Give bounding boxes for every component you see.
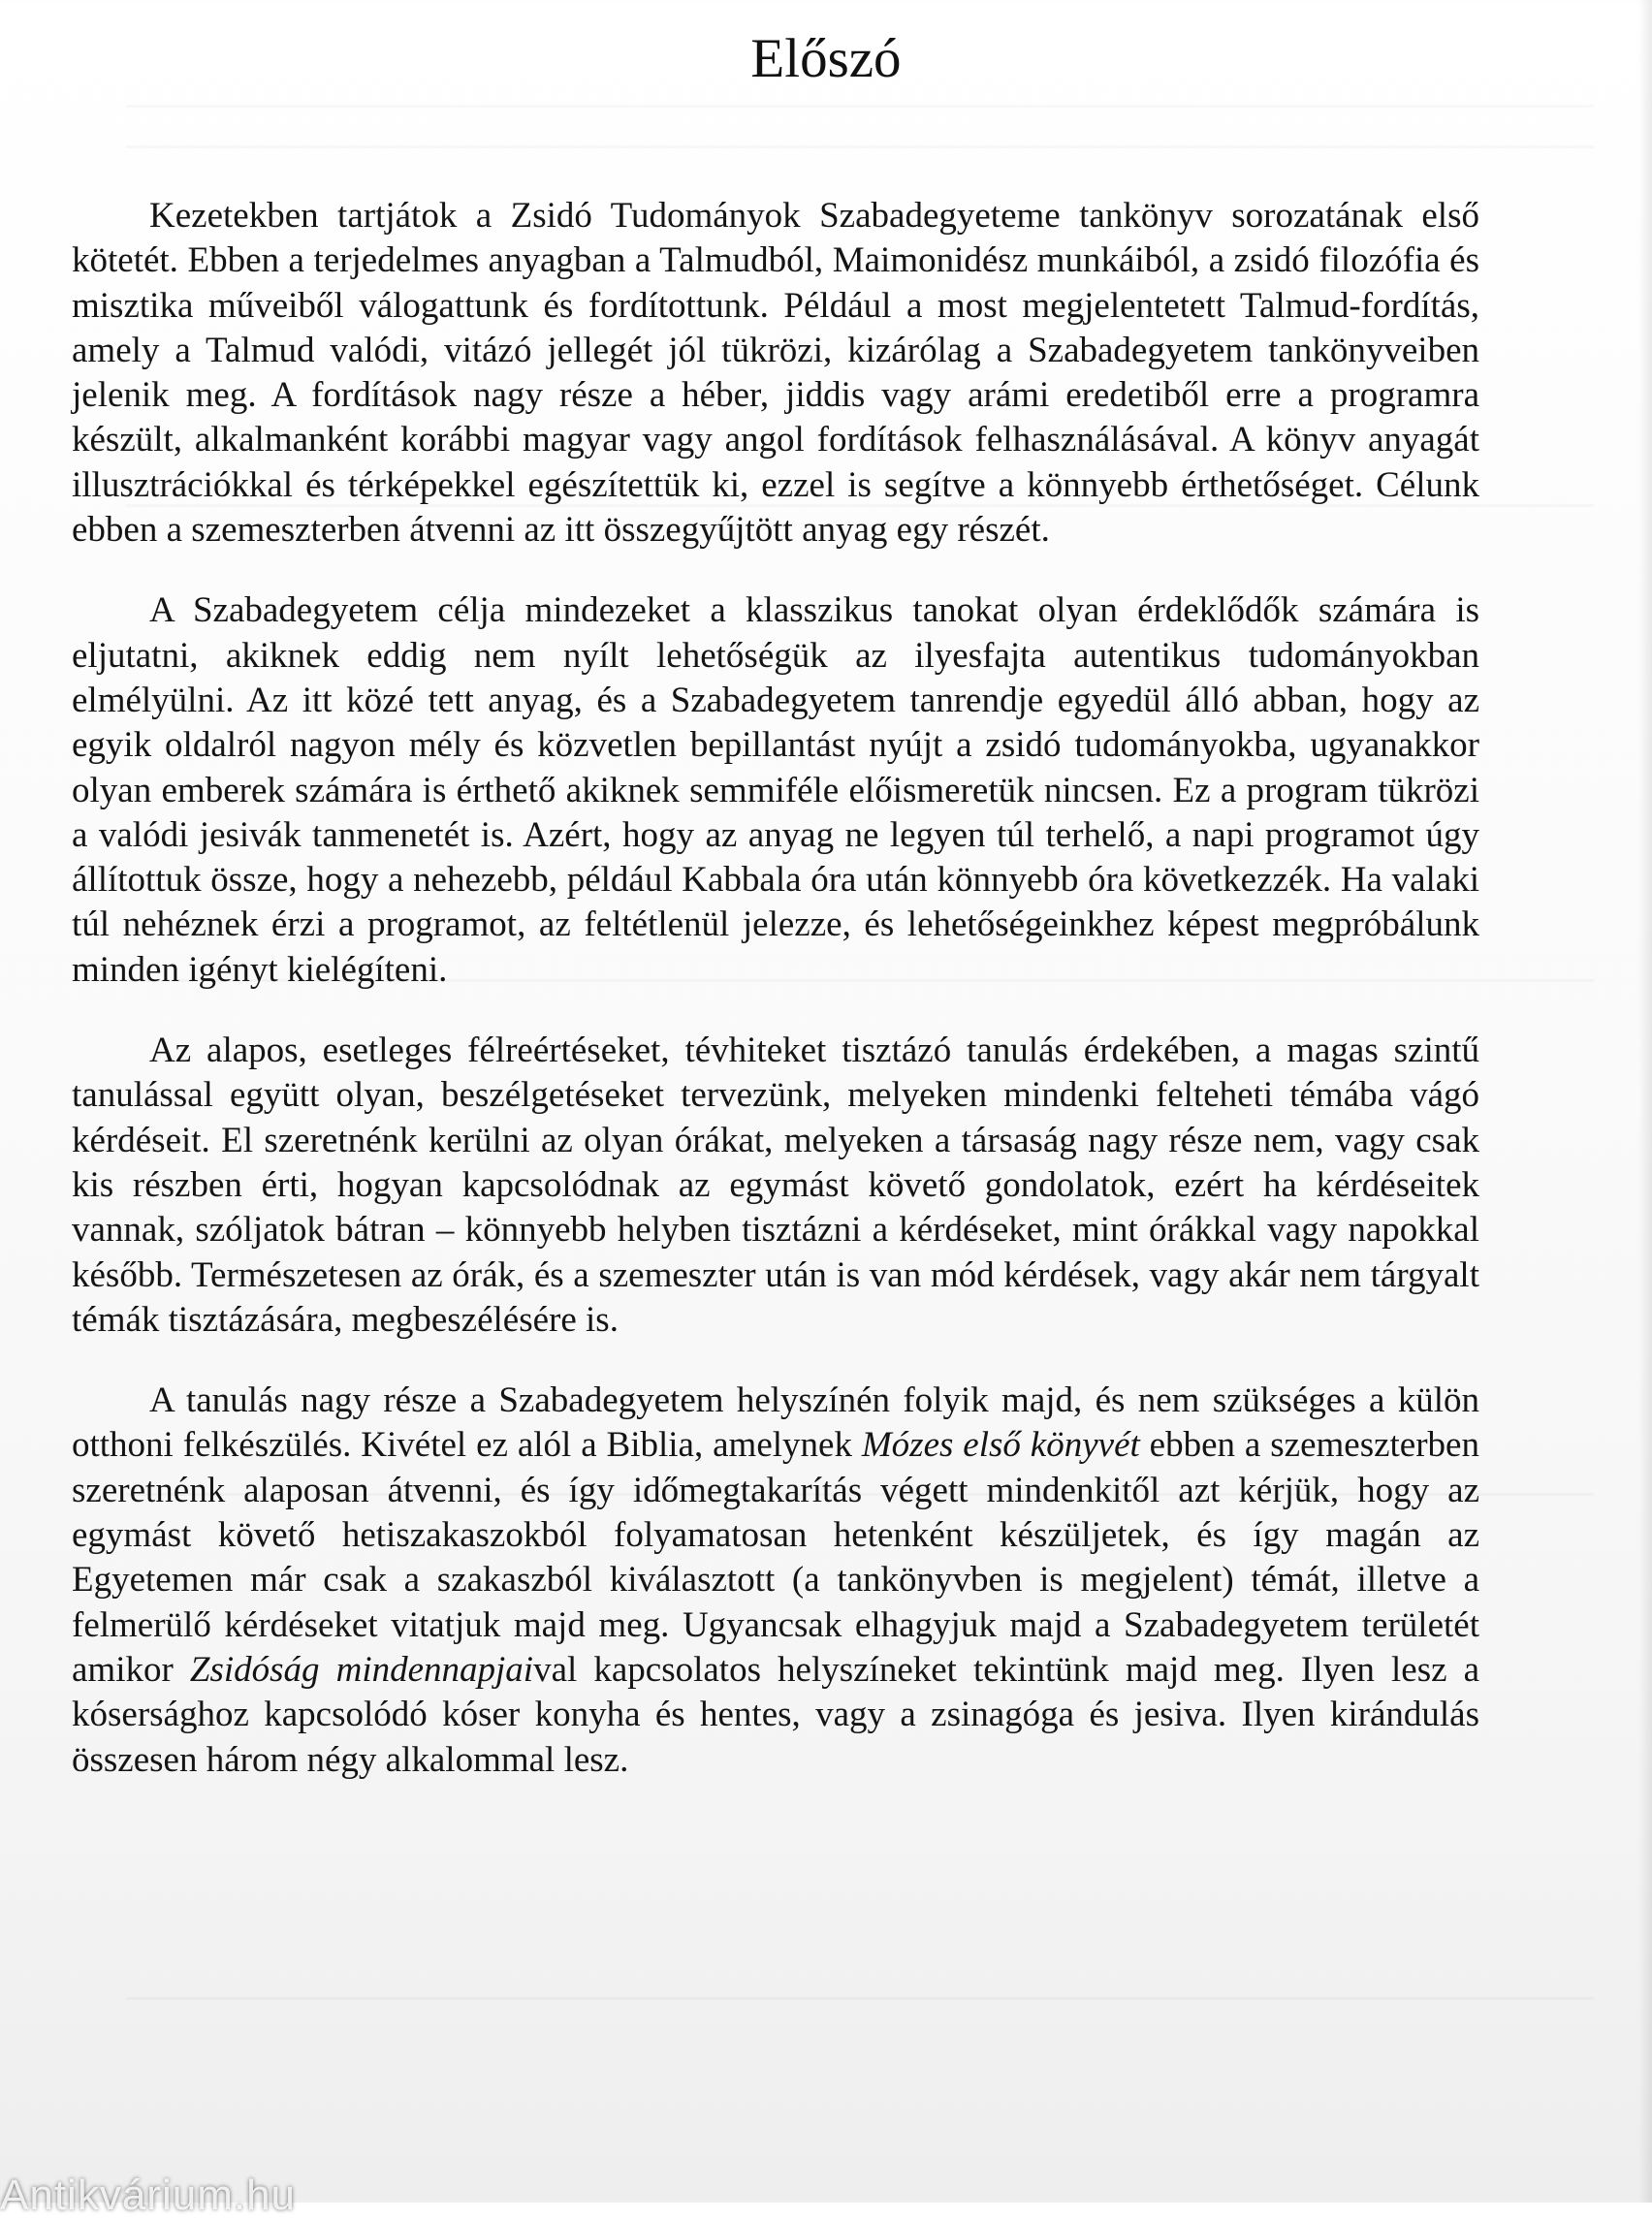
- text-run: A tanulás nagy része a Szabadegyetem helyszínén folyik majd, és nem szükséges a külön otthoni felkészülés. Kivétel ez alól a Biblia, amelynek: [72, 1380, 1479, 1466]
- body-text: [72, 194, 1479, 1819]
- watermark: Antikvárium.hu: [0, 2172, 297, 2219]
- bleed-through-line: [126, 105, 1594, 108]
- text-run: A Szabadegyetem célja mindezeket a klasszikus tanokat olyan érdeklődők számára is eljutatni, akiknek eddig nem nyílt lehetőségük az ilyesfajta autentikus tudományokban elmélyülni. Az itt közé tett anyag, és a Szabadegyetem tanrendje egyedül álló abban, hogy az egyik oldalról nagyon mély és közvetlen bepillantást nyújt a zsidó tudományokba, ugyanakkor olyan emberek számára is érthető akiknek semmiféle előismeretük nincsen. Ez a program tükrözi a valódi jesivák tanmenetét is. Azért, hogy az anyag ne legyen túl terhelő, a napi programot úgy állítottuk össze, hogy a nehezebb, például Kabbala óra után könnyebb óra következzék. Ha valaki túl nehéznek érzi a programot, az feltétlenül jelezze, és lehetőségeinkhez képest megpróbálunk minden igényt kielégíteni.: [72, 590, 1479, 990]
- text-run: Kezetekben tartjátok a Zsidó Tudományok Szabadegyeteme tankönyv sorozatának első kötetét. Ebben a terjedelmes anyagban a Talmudból, Maimonidész munkáiból, a zsidó filozófia és misztika műveiből válogattunk és fordítottunk. Például a most megjelentetett Talmud-fordítás, amely a Talmud valódi, vitázó jellegét jól tükrözi, kizárólag a Szabadegyetem tankönyveiben jelenik meg. A fordítások nagy része a héber, jiddis vagy arámi eredetiből erre a programra készült, alkalmanként korábbi magyar vagy angol fordítások felhasználásával. A könyv anyagát illusztrációkkal és térképekkel egészítettük ki, ezzel is segítve a könnyebb érthetőséget. Célunk ebben a szemeszterben átvenni az itt összegyűjtött anyag egy részét.: [72, 196, 1479, 551]
- text-run: ebben a szemeszterben szeretnénk alaposan átvenni, és így időmegtakarítás végett mindenkitől azt kérjük, hogy az egymást követő hetiszakaszokból folyamatosan hetenként készüljetek, és így magán az Egyetemen már csak a szakaszból kiválasztott (a tankönyvben is megjelent) témát, illetve a felmerülő kérdéseket vitatjuk majd meg. Ugyancsak elhagyjuk majd a Szabadegyetem területét amikor: [72, 1425, 1479, 1690]
- bleed-through-line: [126, 1997, 1594, 2000]
- italic-text: Mózes első könyvét: [861, 1425, 1140, 1466]
- paragraph: [72, 588, 1479, 993]
- bleed-through-line: [126, 145, 1594, 148]
- page-edge-shadow: [1638, 0, 1652, 2203]
- text-run: val kapcsolatos helyszíneket tekintünk majd meg. Ilyen lesz a kósersághoz kapcsolódó kóser konyha és hentes, vagy a zsinagóga és jesiva. Ilyen kirándulás összesen három négy alkalommal lesz.: [72, 1649, 1479, 1780]
- paragraph: [72, 1029, 1479, 1343]
- italic-text: Zsidóság mindennapjai: [189, 1649, 534, 1690]
- paragraph: [72, 194, 1479, 553]
- text-run: Az alapos, esetleges félreértéseket, tévhiteket tisztázó tanulás érdekében, a magas szintű tanulással együtt olyan, beszélgetéseket tervezünk, melyeken mindenki felteheti témába vágó kérdéseit. El szeretnénk kerülni az olyan órákat, melyeken a társaság nagy része nem, vagy csak kis részben érti, hogyan kapcsolódnak az egymást követő gondolatok, ezért ha kérdéseitek vannak, szóljatok bátran – könnyebb helyben tisztázni a kérdéseket, mint órákkal vagy napokkal később. Természetesen az órák, és a szemeszter után is van mód kérdések, vagy akár nem tárgyalt témák tisztázására, megbeszélésére is.: [72, 1031, 1479, 1340]
- page-title: Előszó: [750, 28, 902, 89]
- paragraph: [72, 1379, 1479, 1783]
